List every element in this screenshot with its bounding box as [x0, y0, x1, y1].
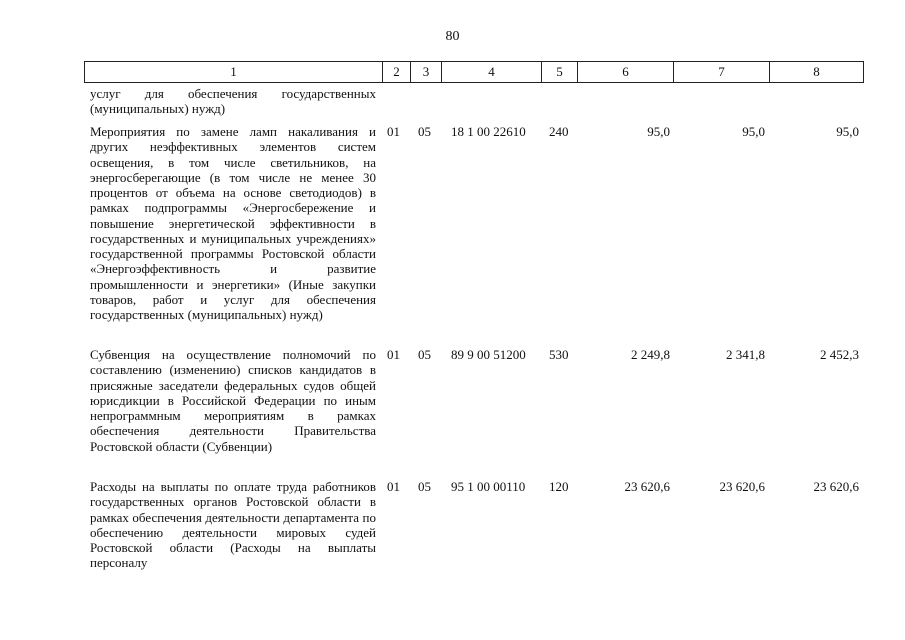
row-amount-col7: 95,0	[742, 124, 765, 139]
header-col-5: 5	[541, 62, 577, 82]
header-col-8: 8	[769, 62, 863, 82]
row-description: Мероприятия по замене ламп накаливания и других неэффективных элементов систем освещения, в том числе светильников, на энергосберегающие (в том числе не менее 30 процентов от объема на основе светодиодов) в рамках подпрограммы «Энергосбережение и повышение энергетической эффективности в государственных и муниципальных учреждениях» государственной программы Ростовской области «Энергоэффективность и развитие промышленности и энергетики» (Иные закупки товаров, работ и услуг для обеспечения государственных (муниципальных) нужд)	[90, 124, 376, 322]
row-target-code: 89 9 00 51200	[451, 347, 526, 362]
row-amount-col6: 2 249,8	[631, 347, 670, 362]
row-amount-col8: 95,0	[836, 124, 859, 139]
row-amount-col7: 23 620,6	[719, 479, 765, 494]
header-col-4: 4	[441, 62, 541, 82]
header-col-3: 3	[410, 62, 441, 82]
row-target-code: 95 1 00 00110	[451, 479, 526, 494]
row-amount-col6: 23 620,6	[624, 479, 670, 494]
header-col-1: 1	[230, 64, 237, 79]
row-target-code: 18 1 00 22610	[451, 124, 526, 139]
header-col-2: 2	[382, 62, 410, 82]
row-section: 01	[387, 347, 400, 362]
page-number: 80	[445, 29, 460, 44]
row-section: 01	[387, 124, 400, 139]
row-amount-col6: 95,0	[647, 124, 670, 139]
row-description: Субвенция на осуществление полномочий по составлению (изменению) списков кандидатов в присяжные заседатели федеральных судов общей юрисдикции в Российской Федерации по иным непрограммным мероприятиям в рамках обеспечения деятельности Правительства Ростовской области (Субвенции)	[90, 347, 376, 454]
row-section: 01	[387, 479, 400, 494]
table-header	[84, 61, 864, 83]
continuation-text: услуг для обеспечения государственных (муниципальных) нужд)	[90, 86, 376, 117]
header-col-6: 6	[577, 62, 673, 82]
header-col-7: 7	[673, 62, 769, 82]
row-amount-col7: 2 341,8	[726, 347, 765, 362]
row-subsection: 05	[418, 124, 431, 139]
row-subsection: 05	[418, 479, 431, 494]
row-description: Расходы на выплаты по оплате труда работников государственных органов Ростовской области в рамках обеспечения деятельности департамента по обеспечению деятельности мировых судей Ростовской области (Расходы на выплаты персоналу	[90, 479, 376, 571]
row-subsection: 05	[418, 347, 431, 362]
row-expense-type: 120	[549, 479, 569, 494]
row-expense-type: 530	[549, 347, 569, 362]
row-amount-col8: 23 620,6	[813, 479, 859, 494]
row-amount-col8: 2 452,3	[820, 347, 859, 362]
row-expense-type: 240	[549, 124, 569, 139]
